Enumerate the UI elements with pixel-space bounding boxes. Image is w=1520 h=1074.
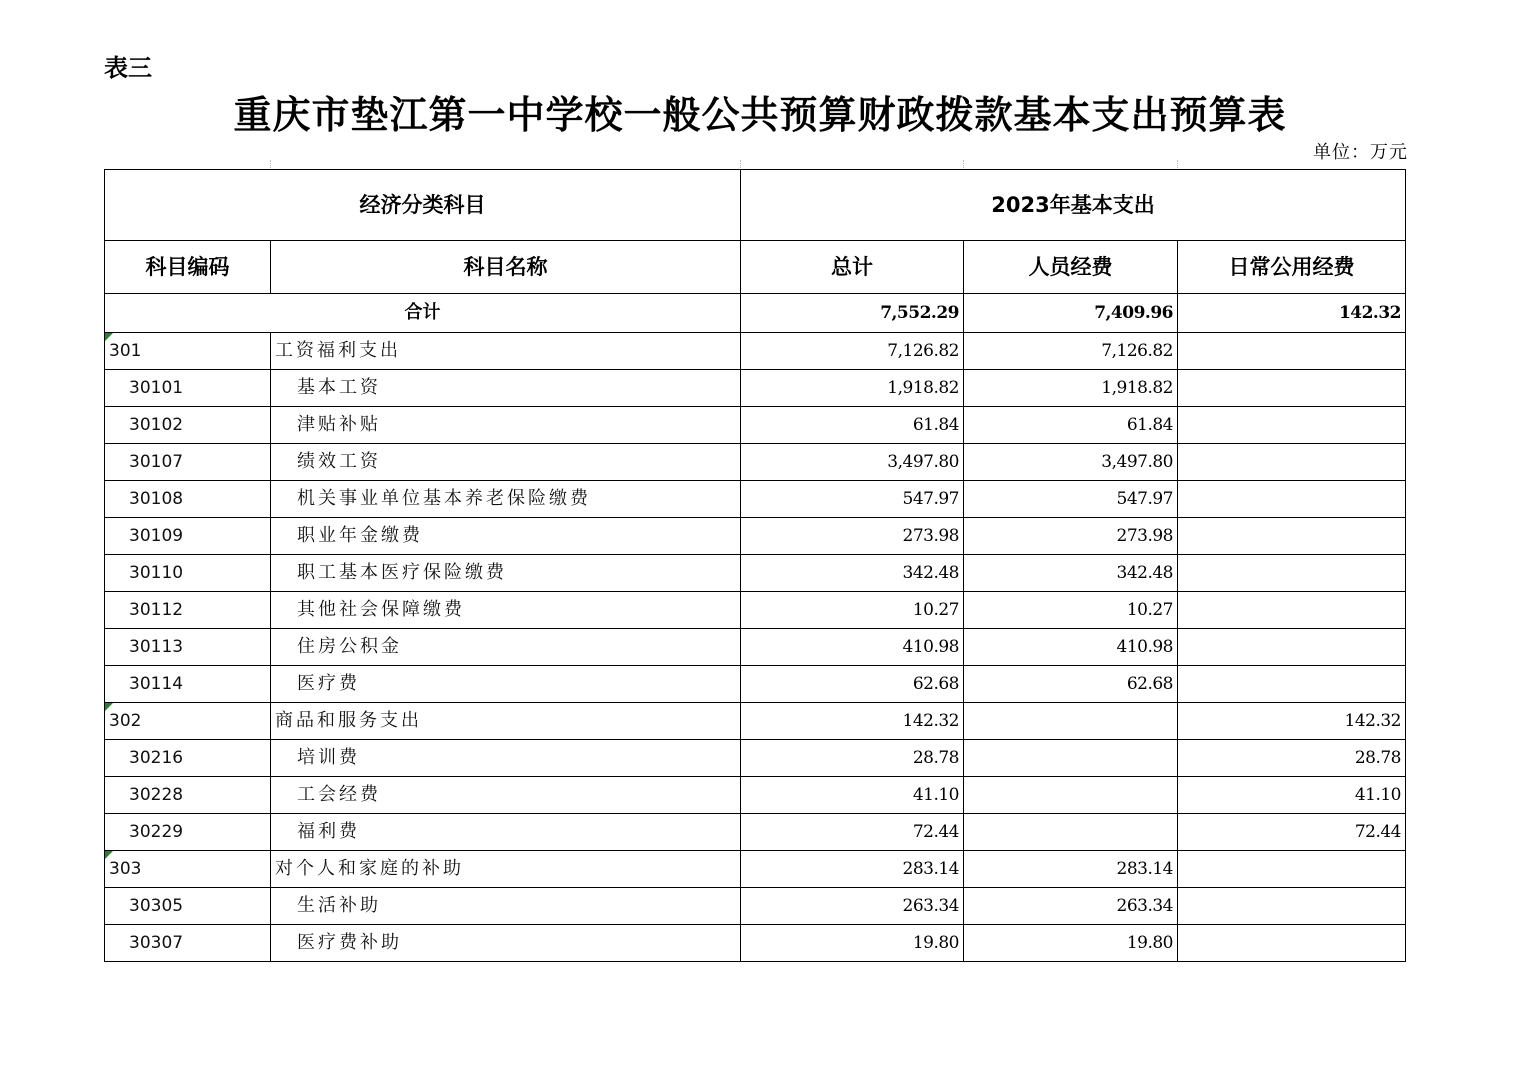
total-personnel: 7,409.96 bbox=[964, 294, 1178, 333]
row-total: 1,918.82 bbox=[741, 370, 964, 407]
row-code: 301 bbox=[105, 333, 271, 370]
row-code: 30229 bbox=[105, 814, 271, 851]
row-code: 30112 bbox=[105, 592, 271, 629]
table-row bbox=[105, 333, 1406, 370]
row-public: 28.78 bbox=[1178, 740, 1406, 777]
row-name: 职业年金缴费 bbox=[271, 518, 741, 555]
row-total: 41.10 bbox=[741, 777, 964, 814]
row-personnel: 547.97 bbox=[964, 481, 1178, 518]
row-code: 30114 bbox=[105, 666, 271, 703]
page-title: 重庆市垫江第一中学校一般公共预算财政拨款基本支出预算表 bbox=[233, 92, 1287, 137]
header-row-1 bbox=[105, 170, 1406, 241]
row-public bbox=[1178, 925, 1406, 962]
row-total: 342.48 bbox=[741, 555, 964, 592]
row-personnel: 273.98 bbox=[964, 518, 1178, 555]
row-personnel: 3,497.80 bbox=[964, 444, 1178, 481]
table-label: 表三 bbox=[104, 54, 152, 82]
total-row bbox=[105, 294, 1406, 333]
total-total: 7,552.29 bbox=[741, 294, 964, 333]
cell-marker-icon bbox=[105, 851, 113, 859]
table-row bbox=[105, 592, 1406, 629]
row-code: 30110 bbox=[105, 555, 271, 592]
table-row bbox=[105, 851, 1406, 888]
table-row bbox=[105, 370, 1406, 407]
row-personnel: 1,918.82 bbox=[964, 370, 1178, 407]
table-row bbox=[105, 407, 1406, 444]
row-total: 3,497.80 bbox=[741, 444, 964, 481]
table-row bbox=[105, 444, 1406, 481]
row-code: 30101 bbox=[105, 370, 271, 407]
row-personnel bbox=[964, 777, 1178, 814]
row-name: 绩效工资 bbox=[271, 444, 741, 481]
row-name: 工会经费 bbox=[271, 777, 741, 814]
row-total: 72.44 bbox=[741, 814, 964, 851]
row-public bbox=[1178, 851, 1406, 888]
row-personnel: 10.27 bbox=[964, 592, 1178, 629]
row-total: 410.98 bbox=[741, 629, 964, 666]
row-name: 生活补助 bbox=[271, 888, 741, 925]
row-code: 303 bbox=[105, 851, 271, 888]
row-public bbox=[1178, 370, 1406, 407]
row-personnel: 410.98 bbox=[964, 629, 1178, 666]
row-code: 302 bbox=[105, 703, 271, 740]
table-row bbox=[105, 555, 1406, 592]
row-name: 商品和服务支出 bbox=[271, 703, 741, 740]
row-public: 142.32 bbox=[1178, 703, 1406, 740]
header-code: 科目编码 bbox=[105, 241, 271, 294]
row-name: 基本工资 bbox=[271, 370, 741, 407]
row-total: 273.98 bbox=[741, 518, 964, 555]
row-personnel: 7,126.82 bbox=[964, 333, 1178, 370]
row-name: 医疗费补助 bbox=[271, 925, 741, 962]
table-row bbox=[105, 629, 1406, 666]
row-total: 10.27 bbox=[741, 592, 964, 629]
row-personnel: 19.80 bbox=[964, 925, 1178, 962]
table-row bbox=[105, 888, 1406, 925]
row-total: 61.84 bbox=[741, 407, 964, 444]
row-personnel: 263.34 bbox=[964, 888, 1178, 925]
row-name: 工资福利支出 bbox=[271, 333, 741, 370]
row-personnel bbox=[964, 814, 1178, 851]
header-category: 经济分类科目 bbox=[105, 170, 741, 241]
row-total: 547.97 bbox=[741, 481, 964, 518]
row-personnel: 61.84 bbox=[964, 407, 1178, 444]
row-personnel: 283.14 bbox=[964, 851, 1178, 888]
row-name: 其他社会保障缴费 bbox=[271, 592, 741, 629]
table-row bbox=[105, 666, 1406, 703]
row-code: 30307 bbox=[105, 925, 271, 962]
row-total: 263.34 bbox=[741, 888, 964, 925]
header-row-2 bbox=[105, 241, 1406, 294]
row-code: 30228 bbox=[105, 777, 271, 814]
row-name: 住房公积金 bbox=[271, 629, 741, 666]
row-public bbox=[1178, 444, 1406, 481]
row-personnel bbox=[964, 740, 1178, 777]
row-name: 福利费 bbox=[271, 814, 741, 851]
row-name: 职工基本医疗保险缴费 bbox=[271, 555, 741, 592]
row-public bbox=[1178, 518, 1406, 555]
budget-table bbox=[104, 169, 1406, 962]
row-public: 72.44 bbox=[1178, 814, 1406, 851]
row-public bbox=[1178, 888, 1406, 925]
row-public bbox=[1178, 481, 1406, 518]
row-personnel bbox=[964, 703, 1178, 740]
row-code: 30216 bbox=[105, 740, 271, 777]
row-name: 培训费 bbox=[271, 740, 741, 777]
row-code: 30102 bbox=[105, 407, 271, 444]
header-personnel: 人员经费 bbox=[964, 241, 1178, 294]
row-public: 41.10 bbox=[1178, 777, 1406, 814]
row-personnel: 62.68 bbox=[964, 666, 1178, 703]
table-row bbox=[105, 518, 1406, 555]
row-public bbox=[1178, 592, 1406, 629]
row-name: 医疗费 bbox=[271, 666, 741, 703]
row-public bbox=[1178, 333, 1406, 370]
cell-marker-icon bbox=[105, 703, 113, 711]
table-row bbox=[105, 777, 1406, 814]
cell-marker-icon bbox=[105, 333, 113, 341]
row-total: 142.32 bbox=[741, 703, 964, 740]
row-name: 机关事业单位基本养老保险缴费 bbox=[271, 481, 741, 518]
row-total: 28.78 bbox=[741, 740, 964, 777]
row-total: 62.68 bbox=[741, 666, 964, 703]
total-public: 142.32 bbox=[1178, 294, 1406, 333]
row-public bbox=[1178, 666, 1406, 703]
row-public bbox=[1178, 555, 1406, 592]
total-label: 合计 bbox=[105, 294, 741, 333]
row-total: 7,126.82 bbox=[741, 333, 964, 370]
row-name: 对个人和家庭的补助 bbox=[271, 851, 741, 888]
row-total: 19.80 bbox=[741, 925, 964, 962]
header-public: 日常公用经费 bbox=[1178, 241, 1406, 294]
row-code: 30109 bbox=[105, 518, 271, 555]
table-row bbox=[105, 814, 1406, 851]
row-name: 津贴补贴 bbox=[271, 407, 741, 444]
table-row bbox=[105, 481, 1406, 518]
header-name: 科目名称 bbox=[271, 241, 741, 294]
table-row bbox=[105, 740, 1406, 777]
table-row bbox=[105, 703, 1406, 740]
row-code: 30113 bbox=[105, 629, 271, 666]
row-public bbox=[1178, 407, 1406, 444]
row-code: 30107 bbox=[105, 444, 271, 481]
header-total: 总计 bbox=[741, 241, 964, 294]
row-code: 30108 bbox=[105, 481, 271, 518]
row-total: 283.14 bbox=[741, 851, 964, 888]
row-code: 30305 bbox=[105, 888, 271, 925]
row-public bbox=[1178, 629, 1406, 666]
unit-note: 单位：万元 bbox=[1313, 142, 1408, 163]
table-row bbox=[105, 925, 1406, 962]
row-personnel: 342.48 bbox=[964, 555, 1178, 592]
header-expense: 2023年基本支出 bbox=[741, 170, 1406, 241]
